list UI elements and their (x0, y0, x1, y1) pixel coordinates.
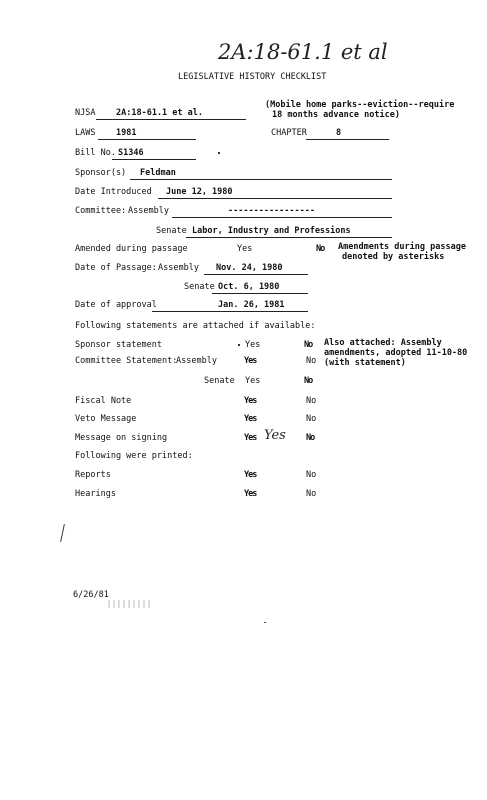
committee-senate-value: Labor, Industry and Professions (192, 226, 351, 236)
sponsor-label: Sponsor(s) (75, 168, 127, 178)
njsa-underline (96, 119, 246, 120)
veto-message-yes-struck: Yes (244, 414, 257, 424)
passage-assembly-label: Assembly (158, 263, 199, 273)
passage-senate-value: Oct. 6, 1980 (218, 282, 280, 292)
amended-label: Amended during passage (75, 244, 188, 254)
committee-statement-senate-no-struck: No (304, 376, 313, 386)
approval-value: Jan. 26, 1981 (218, 300, 285, 310)
committee-senate-label: Senate (156, 226, 187, 236)
hearings-label: Hearings (75, 489, 116, 499)
committee-statement-senate-yes: Yes (245, 376, 261, 386)
stray-dot (218, 152, 220, 154)
faint-stamp-mark (108, 600, 152, 608)
approval-label: Date of approval (75, 300, 157, 310)
njsa-note-line2: 18 months advance notice) (272, 110, 400, 120)
signing-message-handwritten-yes: Yes (264, 428, 286, 443)
reports-label: Reports (75, 470, 111, 480)
stray-dot-3 (264, 622, 266, 623)
signing-message-yes-struck: Yes (244, 433, 257, 443)
committee-assembly-label: Assembly (128, 206, 169, 216)
handwritten-citation: 2A:18-61.1 et al (218, 40, 388, 64)
veto-message-no: No (306, 414, 317, 424)
date-introduced-underline (158, 198, 392, 199)
footer-date: 6/26/81 (73, 590, 109, 600)
committee-assembly-underline (172, 217, 392, 218)
committee-assembly-value: ----------------- (228, 206, 315, 216)
signing-message-label: Message on signing (75, 433, 168, 443)
bill-value: S1346 (118, 148, 144, 158)
passage-assembly-underline (204, 274, 308, 275)
amended-note-line1: Amendments during passage (338, 242, 466, 252)
margin-pen-mark (60, 524, 65, 542)
committee-statement-label: Committee Statement: (75, 356, 178, 366)
date-introduced-value: June 12, 1980 (166, 187, 233, 197)
laws-label: LAWS (75, 128, 96, 138)
laws-value: 1981 (116, 128, 137, 138)
passage-senate-label: Senate (184, 282, 215, 292)
veto-message-label: Veto Message (75, 414, 137, 424)
committee-statement-assembly-no: No (306, 356, 317, 366)
amended-yes: Yes (237, 244, 253, 254)
sponsor-statement-no-struck: No (304, 340, 313, 350)
reports-no: No (306, 470, 317, 480)
njsa-label: NJSA (75, 108, 96, 118)
passage-label: Date of Passage: (75, 263, 157, 273)
attached-heading: Following statements are attached if available: (75, 321, 316, 331)
committee-statement-assembly-label: Assembly (176, 356, 217, 366)
committee-statement-assembly-yes-struck: Yes (244, 356, 257, 366)
fiscal-note-label: Fiscal Note (75, 396, 132, 406)
bill-label: Bill No. (75, 148, 116, 158)
passage-senate-underline (212, 293, 308, 294)
chapter-label: CHAPTER (271, 128, 307, 138)
chapter-underline (306, 139, 389, 140)
sponsor-statement-note-line3: (with statement) (324, 358, 406, 368)
approval-underline (152, 311, 308, 312)
njsa-note-line1: (Mobile home parks--eviction--require (265, 100, 455, 110)
amended-no-struck: No (316, 244, 325, 254)
chapter-value: 8 (336, 128, 342, 138)
hearings-yes-struck: Yes (244, 489, 257, 499)
fiscal-note-yes-struck: Yes (244, 396, 257, 406)
sponsor-statement-note-line2: amendments, adopted 11-10-80 (324, 348, 468, 358)
laws-underline (98, 139, 196, 140)
sponsor-value: Feldman (140, 168, 176, 178)
committee-senate-underline (186, 237, 392, 238)
reports-yes-struck: Yes (244, 470, 257, 480)
sponsor-statement-yes: Yes (245, 340, 261, 350)
sponsor-underline (130, 179, 392, 180)
date-introduced-label: Date Introduced (75, 187, 152, 197)
signing-message-no-struck: No (306, 433, 315, 443)
bill-underline (112, 159, 196, 160)
sponsor-statement-note-line1: Also attached: Assembly (324, 338, 442, 348)
stray-dot-2 (238, 344, 240, 346)
committee-label: Committee: (75, 206, 127, 216)
page-title: LEGISLATIVE HISTORY CHECKLIST (178, 72, 327, 82)
amended-note-line2: denoted by asterisks (342, 252, 445, 262)
committee-statement-senate-label: Senate (204, 376, 235, 386)
printed-heading: Following were printed: (75, 451, 193, 461)
sponsor-statement-label: Sponsor statement (75, 340, 162, 350)
fiscal-note-no: No (306, 396, 317, 406)
hearings-no: No (306, 489, 317, 499)
passage-assembly-value: Nov. 24, 1980 (216, 263, 283, 273)
njsa-value: 2A:18-61.1 et al. (116, 108, 203, 118)
